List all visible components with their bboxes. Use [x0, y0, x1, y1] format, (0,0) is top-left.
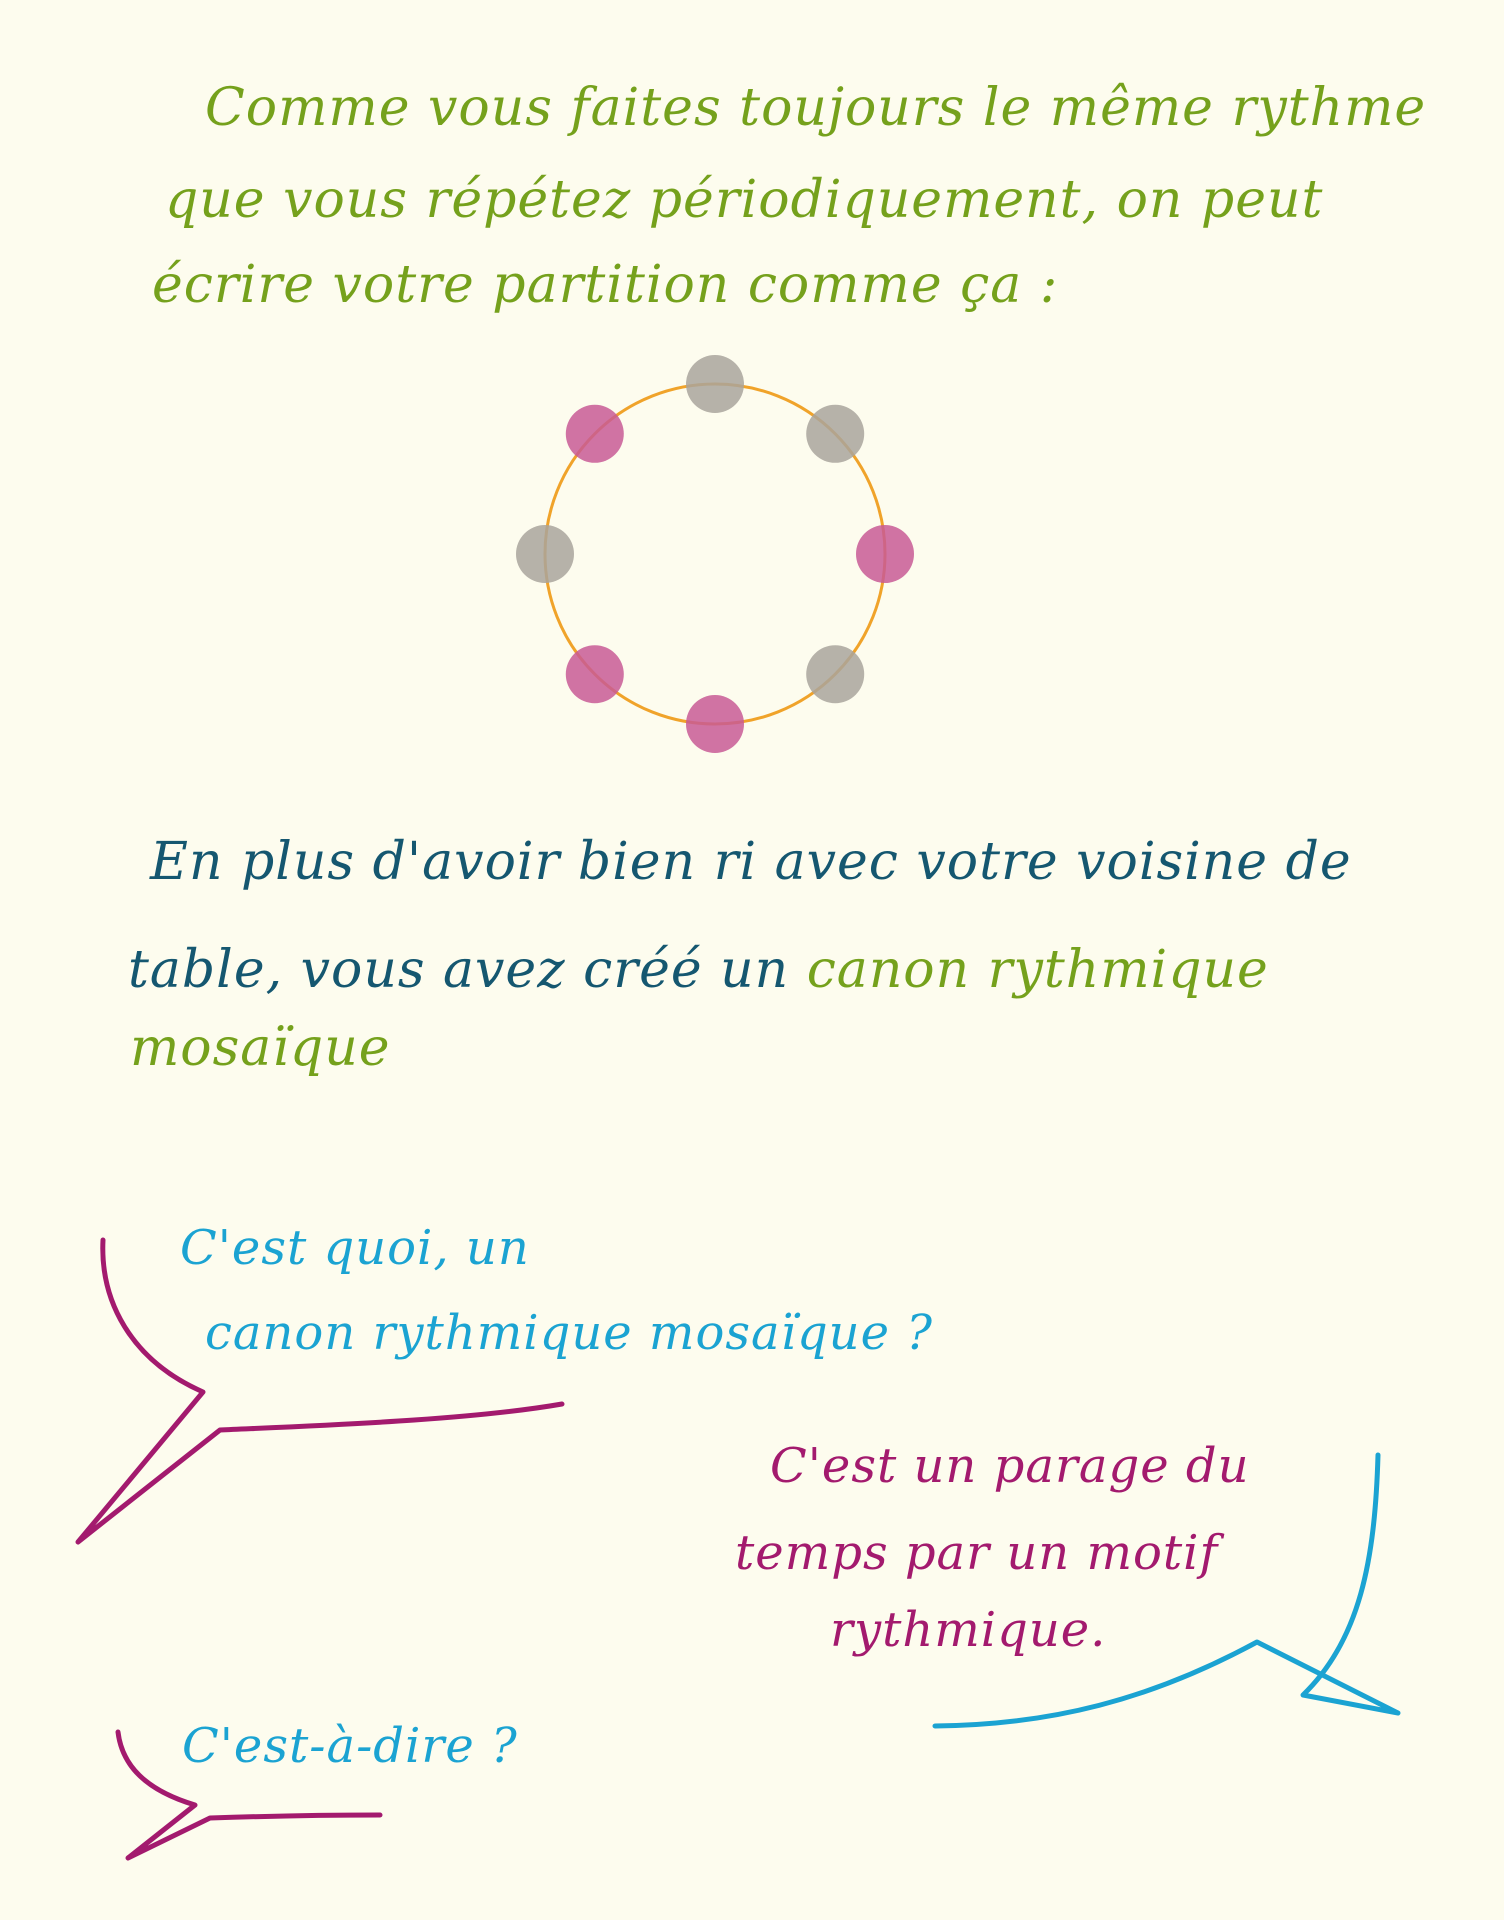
explanation-line-2-text: table, vous avez créé un	[128, 940, 790, 1000]
answer-line-2: temps par un motif	[735, 1525, 1219, 1581]
beat-dots	[516, 355, 914, 753]
beat-dot-3	[856, 525, 914, 583]
beat-dot-2	[806, 405, 864, 463]
question-1-line-1: C'est quoi, un	[180, 1220, 530, 1276]
explanation-line-1: En plus d'avoir bien ri avec votre voisine de	[150, 832, 1352, 892]
question-2: C'est-à-dire ?	[182, 1718, 518, 1774]
answer-line-3: rythmique.	[830, 1602, 1107, 1658]
intro-line-2: que vous répétez périodiquement, on peut	[165, 170, 1324, 230]
beat-dot-7	[516, 525, 574, 583]
intro-line-1: Comme vous faites toujours le même rythme	[205, 78, 1427, 138]
intro-line-3: écrire votre partition comme ça :	[152, 255, 1059, 315]
bubble-answer	[935, 1455, 1398, 1726]
beat-dot-1	[686, 355, 744, 413]
explanation-line-2	[128, 940, 1269, 1000]
answer-line-1: C'est un parage du	[770, 1438, 1250, 1494]
explanation-keyword-1: canon rythmique	[806, 940, 1269, 1000]
beat-dot-4	[806, 645, 864, 703]
rhythm-ring	[545, 384, 885, 724]
question-1-line-2: canon rythmique mosaïque ?	[205, 1305, 933, 1361]
explanation-line-3: mosaïque	[130, 1018, 391, 1078]
bubble-question-1	[78, 1240, 562, 1542]
beat-dot-5	[686, 695, 744, 753]
beat-dot-6	[566, 645, 624, 703]
beat-dot-8	[566, 405, 624, 463]
